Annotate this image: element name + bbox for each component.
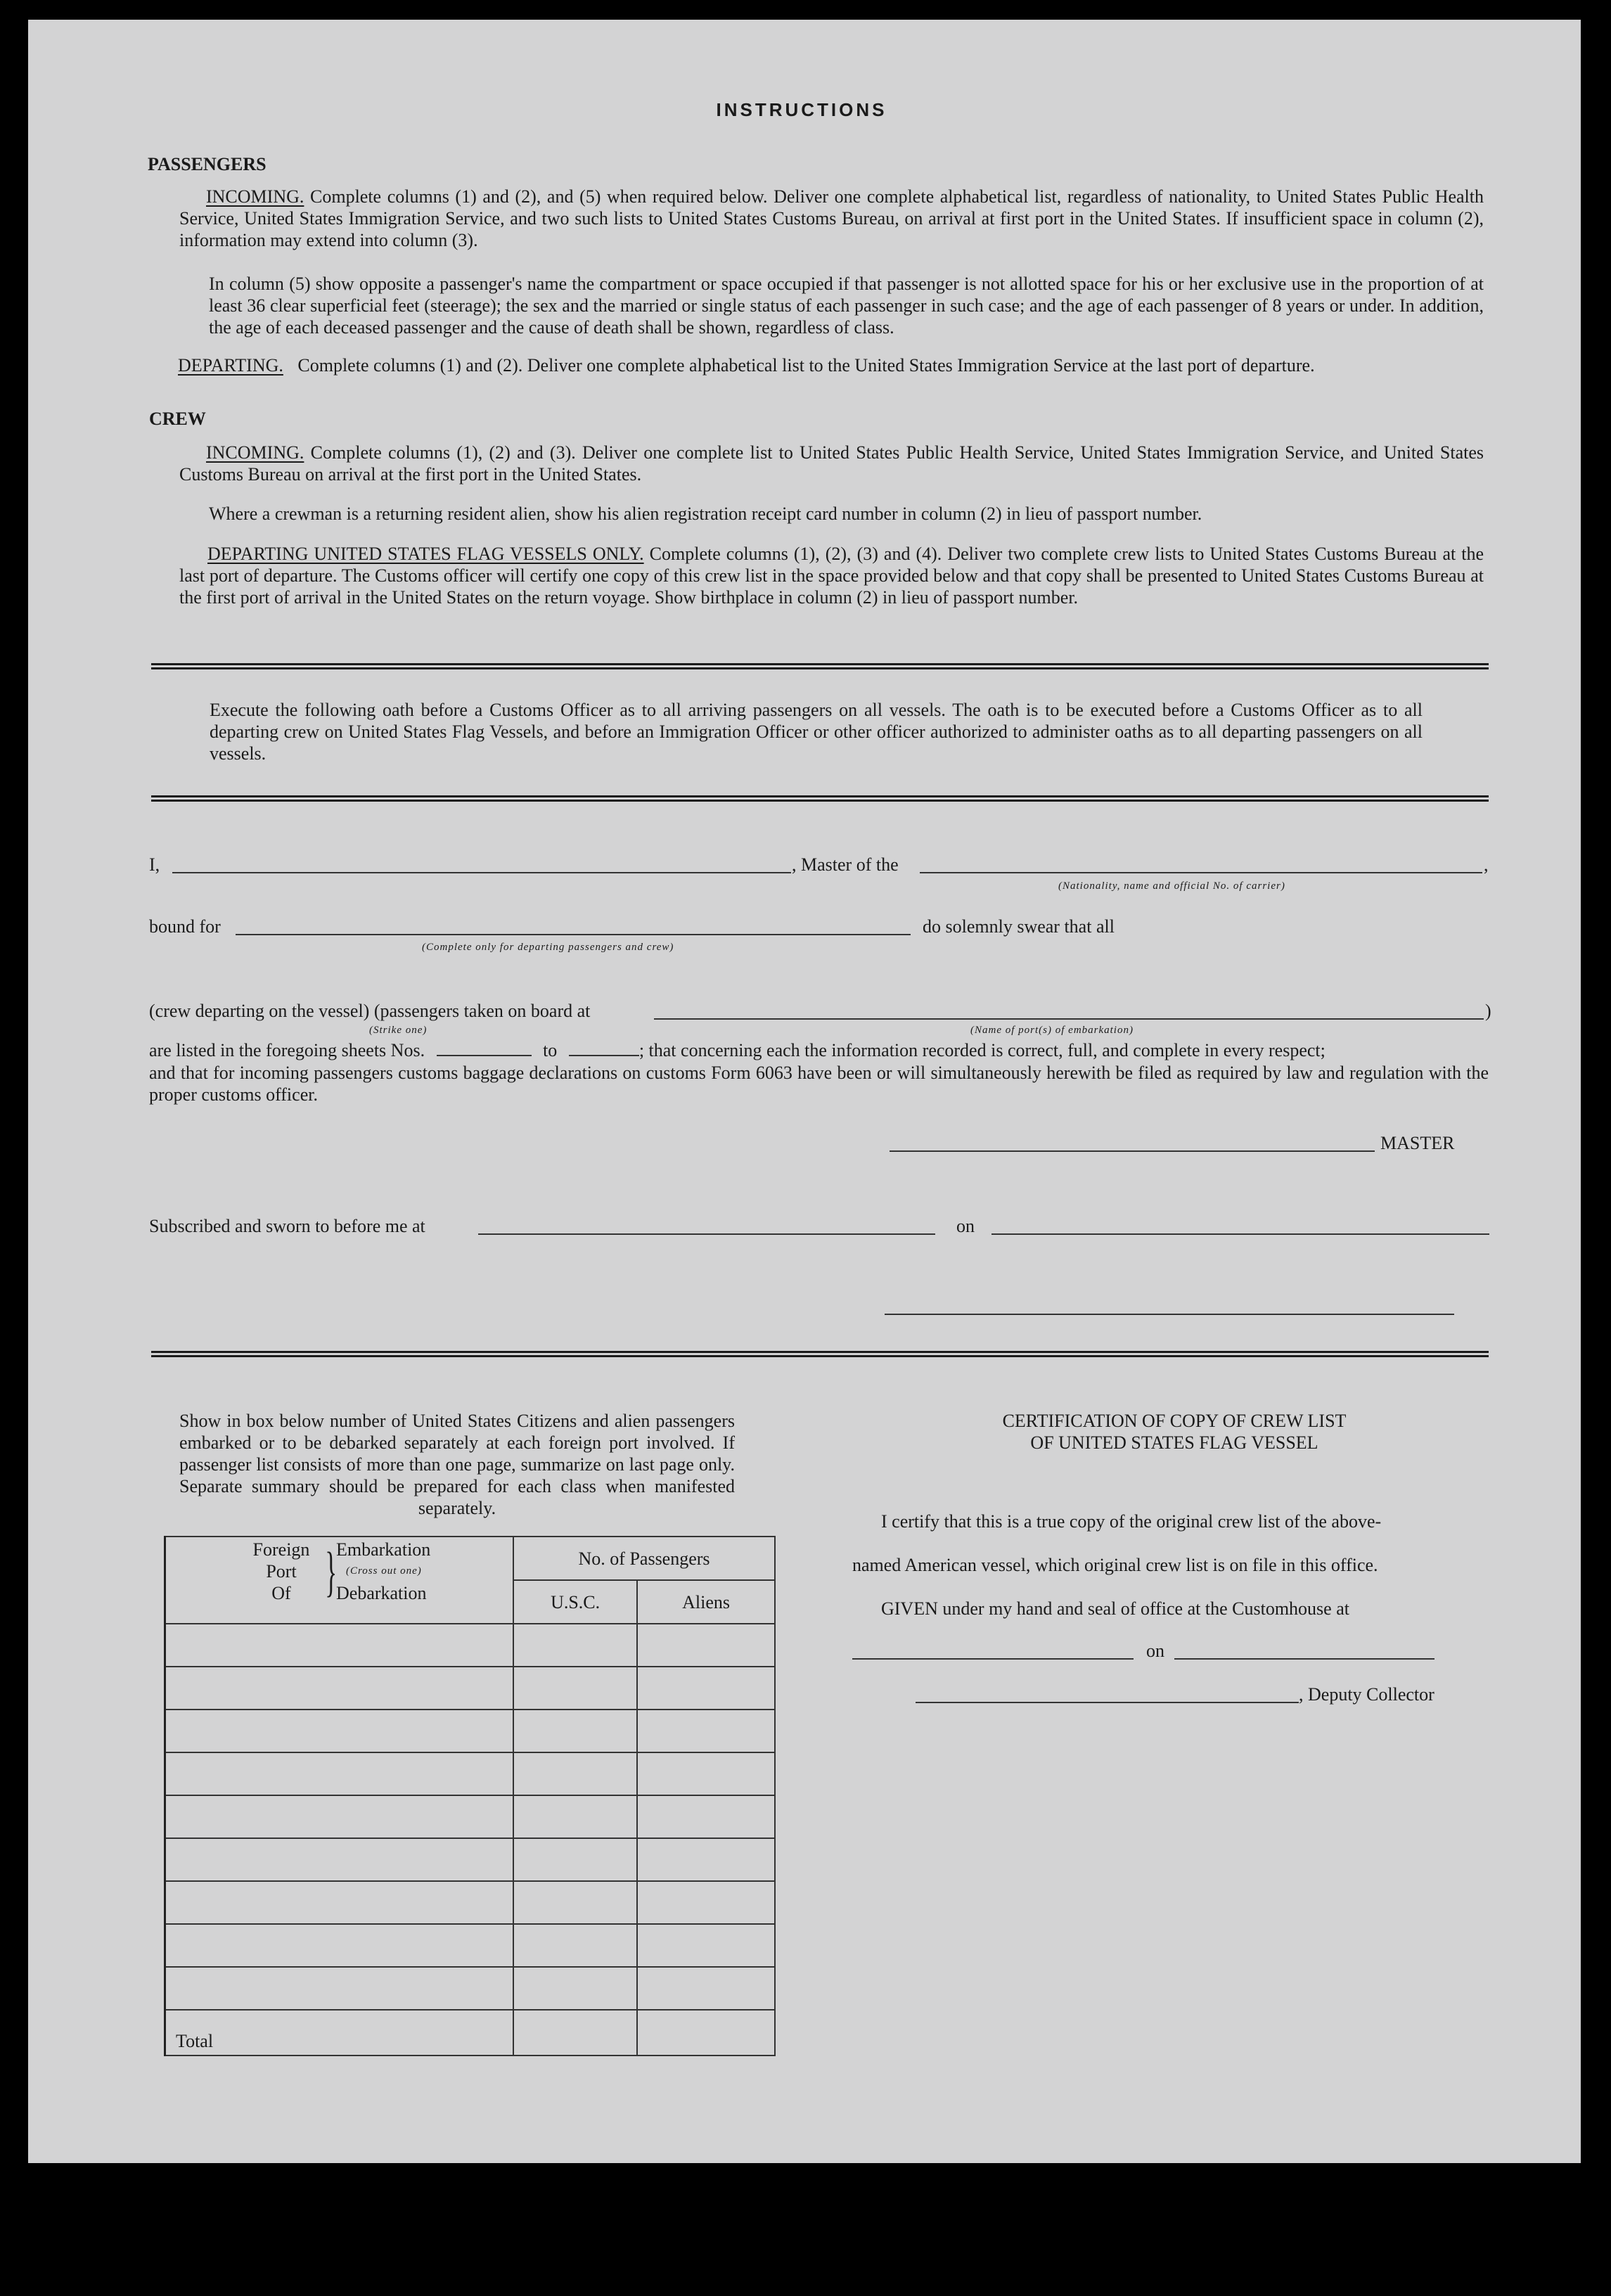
table-row [165, 1924, 776, 1967]
master-signature-field[interactable] [890, 1150, 1375, 1152]
usc-cell[interactable] [513, 1967, 637, 2010]
port-label: Port [266, 1561, 297, 1582]
strike-one-caption: (Strike one) [369, 1025, 428, 1036]
passengers-incoming-text: Complete columns (1) and (2), and (5) when required below. Deliver one complete alphabetical list, regardless of nationality, to United States Public Health Service, United States Immigration Service, and two such lists to United States Customs Bureau, on arrival at first port in the United States. If insufficient space in column (2), information may extend into column (3). [179, 186, 1484, 250]
usc-cell[interactable] [513, 1710, 637, 1752]
customhouse-field[interactable] [852, 1658, 1134, 1660]
table-row [165, 1752, 776, 1795]
foreign-label: Foreign [252, 1539, 310, 1560]
passengers-incoming-label: INCOMING. [206, 186, 304, 207]
aliens-cell[interactable] [637, 1795, 775, 1838]
debarkation-label[interactable]: Debarkation [336, 1583, 427, 1603]
ports-caption: (Name of port(s) of embarkation) [970, 1025, 1134, 1036]
port-cell[interactable] [165, 1838, 514, 1881]
port-cell[interactable] [165, 1795, 514, 1838]
port-cell[interactable] [165, 1624, 514, 1667]
usc-total-cell[interactable] [513, 2010, 637, 2056]
deputy-collector-signature-field[interactable] [916, 1702, 1299, 1703]
crew-incoming-text: Complete columns (1), (2) and (3). Deliver one complete list to United States Public Health Service, United States Immigration Service, and United States Customs Bureau on arrival at the first port in the United States. [179, 442, 1484, 485]
brace-icon: } [325, 1541, 338, 1602]
sheets-line [149, 1039, 1326, 1061]
solemnly-swear-text: do solemnly swear that all [923, 916, 1115, 937]
usc-cell[interactable] [513, 1924, 637, 1967]
passengers-column5-paragraph: In column (5) show opposite a passenger's name the compartment or space occupied if that passenger is not allotted space for his or her exclusive use in the proportion of at least 36 clear superficial feet (steerage); the sex and the married or single status of each passenger in such case; and the age of each passenger of 8 years or under. In addition, the age of each deceased passenger and the cause of death shall be shown, regardless of class. [209, 274, 1484, 338]
aliens-cell[interactable] [637, 1710, 775, 1752]
certification-date-field[interactable] [1174, 1658, 1435, 1660]
crew-departing-paragraph [179, 543, 1484, 608]
aliens-header: Aliens [637, 1580, 775, 1624]
certification-text-1: I certify that this is a true copy of the original crew list of the above- [881, 1511, 1382, 1532]
aliens-cell[interactable] [637, 1924, 775, 1967]
officer-signature-field[interactable] [885, 1314, 1454, 1315]
section-divider [151, 1351, 1489, 1357]
certification-text-2: named American vessel, which original crew list is on file in this office. [852, 1555, 1378, 1575]
table-row [165, 1881, 776, 1924]
passengers-departing-label: DEPARTING. [178, 355, 283, 376]
table-row [165, 1710, 776, 1752]
port-cell[interactable] [165, 1924, 514, 1967]
master-label: MASTER [1380, 1133, 1455, 1153]
embark-debark-labels [336, 1539, 430, 1604]
usc-cell[interactable] [513, 1624, 637, 1667]
certification-title-line-1: CERTIFICATION OF COPY OF CREW LIST [1002, 1411, 1347, 1431]
total-label: Total [165, 2010, 514, 2056]
port-cell[interactable] [165, 1967, 514, 2010]
usc-cell[interactable] [513, 1838, 637, 1881]
aliens-total-cell[interactable] [637, 2010, 775, 2056]
comma-text: , [1484, 854, 1489, 875]
usc-cell[interactable] [513, 1667, 637, 1710]
passengers-departing-paragraph [178, 354, 1315, 376]
master-name-field[interactable] [172, 872, 791, 873]
aliens-cell[interactable] [637, 1667, 775, 1710]
usc-cell[interactable] [513, 1752, 637, 1795]
aliens-cell[interactable] [637, 1881, 775, 1924]
table-header-row [165, 1537, 776, 1580]
crew-incoming-paragraph [179, 442, 1484, 485]
oath-instructions: Execute the following oath before a Customs Officer as to all arriving passengers on all vessels. The oath is to be executed before a Customs Officer as to all departing crew on United States Flag Vessels, and before an Immigration Officer or other officer authorized to administer oaths as to all departing passengers on all vessels. [210, 700, 1423, 764]
passenger-summary-table [164, 1536, 776, 2056]
sheet-to-field[interactable] [569, 1055, 639, 1056]
certification-title [865, 1410, 1484, 1454]
aliens-cell[interactable] [637, 1624, 775, 1667]
crew-incoming-label: INCOMING. [206, 442, 304, 463]
aliens-cell[interactable] [637, 1838, 775, 1881]
foreign-port-of-label [243, 1539, 320, 1604]
on-label: on [956, 1216, 975, 1236]
port-cell[interactable] [165, 1710, 514, 1752]
crew-departing-label: DEPARTING UNITED STATES FLAG VESSELS ONLY. [207, 544, 644, 564]
master-of-the-label: , Master of the [792, 854, 899, 875]
departing-caption: (Complete only for departing passengers and crew) [422, 942, 674, 953]
certification-title-line-2: OF UNITED STATES FLAG VESSEL [1030, 1432, 1318, 1453]
table-row [165, 1624, 776, 1667]
port-cell[interactable] [165, 1881, 514, 1924]
carrier-field[interactable] [920, 872, 1482, 873]
nationality-caption: (Nationality, name and official No. of carrier) [1058, 880, 1285, 892]
subscribed-label: Subscribed and sworn to before me at [149, 1216, 425, 1236]
total-row [165, 2010, 776, 2056]
bound-for-label: bound for [149, 916, 221, 937]
crew-departing-text: Complete columns (1), (2), (3) and (4). Deliver two complete crew lists to United States Customs Bureau at the last port of departure. The Customs officer will certify one copy of this crew list in the space provided below and that copy shall be presented to United States Customs Bureau at the first port of arrival in the United States on the return voyage. Show birthplace in column (2) in lieu of passport number. [179, 544, 1484, 608]
deputy-collector-label: , Deputy Collector [1299, 1684, 1435, 1705]
table-row [165, 1838, 776, 1881]
page-title: INSTRUCTIONS [716, 99, 887, 120]
certification-text-3: GIVEN under my hand and seal of office at the Customhouse at [881, 1598, 1349, 1619]
usc-header: U.S.C. [513, 1580, 637, 1624]
crew-passengers-label: (crew departing on the vessel) (passengers taken on board at [149, 1001, 591, 1021]
section-divider [151, 663, 1489, 669]
summary-instructions: Show in box below number of United States Citizens and alien passengers embarked or to be debarked separately at each foreign port involved. If passenger list consists of more than one page, summarize on last page only. Separate summary should be prepared for each class when manifested separately. [179, 1411, 735, 1518]
table-row [165, 1795, 776, 1838]
passengers-heading: PASSENGERS [148, 154, 267, 174]
port-cell[interactable] [165, 1667, 514, 1710]
no-passengers-header: No. of Passengers [513, 1537, 775, 1580]
close-paren-text: ) [1485, 1001, 1491, 1021]
table-row [165, 1967, 776, 2010]
listed-text: are listed in the foregoing sheets Nos. [149, 1040, 425, 1060]
passengers-departing-text: Complete columns (1) and (2). Deliver one complete alphabetical list to the United States Immigration Service at the last port of departure. [297, 355, 1315, 376]
cross-out-caption: (Cross out one) [346, 1565, 422, 1577]
baggage-declaration-text: and that for incoming passengers customs baggage declarations on customs Form 6063 have been or will simultaneously herewith be filed as required by law and regulation with the proper customs officer. [149, 1063, 1489, 1105]
embarkation-label[interactable]: Embarkation [336, 1539, 431, 1560]
bound-for-field[interactable] [236, 934, 911, 935]
sworn-date-field[interactable] [991, 1233, 1489, 1235]
form-page [28, 20, 1581, 2163]
aliens-cell[interactable] [637, 1967, 775, 2010]
port-header-cell [165, 1537, 514, 1624]
of-label: Of [271, 1583, 291, 1603]
sworn-place-field[interactable] [478, 1233, 935, 1235]
port-cell[interactable] [165, 1752, 514, 1795]
aliens-cell[interactable] [637, 1752, 775, 1795]
section-divider [151, 795, 1489, 802]
passengers-incoming-paragraph [179, 186, 1484, 251]
oath-i-label: I, [149, 854, 160, 875]
sheet-from-field[interactable] [437, 1055, 532, 1056]
listed-text-2: ; that concerning each the information recorded is correct, full, and complete in every respect; [638, 1040, 1326, 1060]
to-text: to [543, 1040, 558, 1060]
table-row [165, 1667, 776, 1710]
usc-cell[interactable] [513, 1881, 637, 1924]
usc-cell[interactable] [513, 1795, 637, 1838]
cert-on-label: on [1146, 1641, 1164, 1661]
crew-heading: CREW [149, 409, 206, 429]
crew-resident-alien-note: Where a crewman is a returning resident alien, show his alien registration receipt card number in column (2) in lieu of passport number. [209, 504, 1202, 524]
